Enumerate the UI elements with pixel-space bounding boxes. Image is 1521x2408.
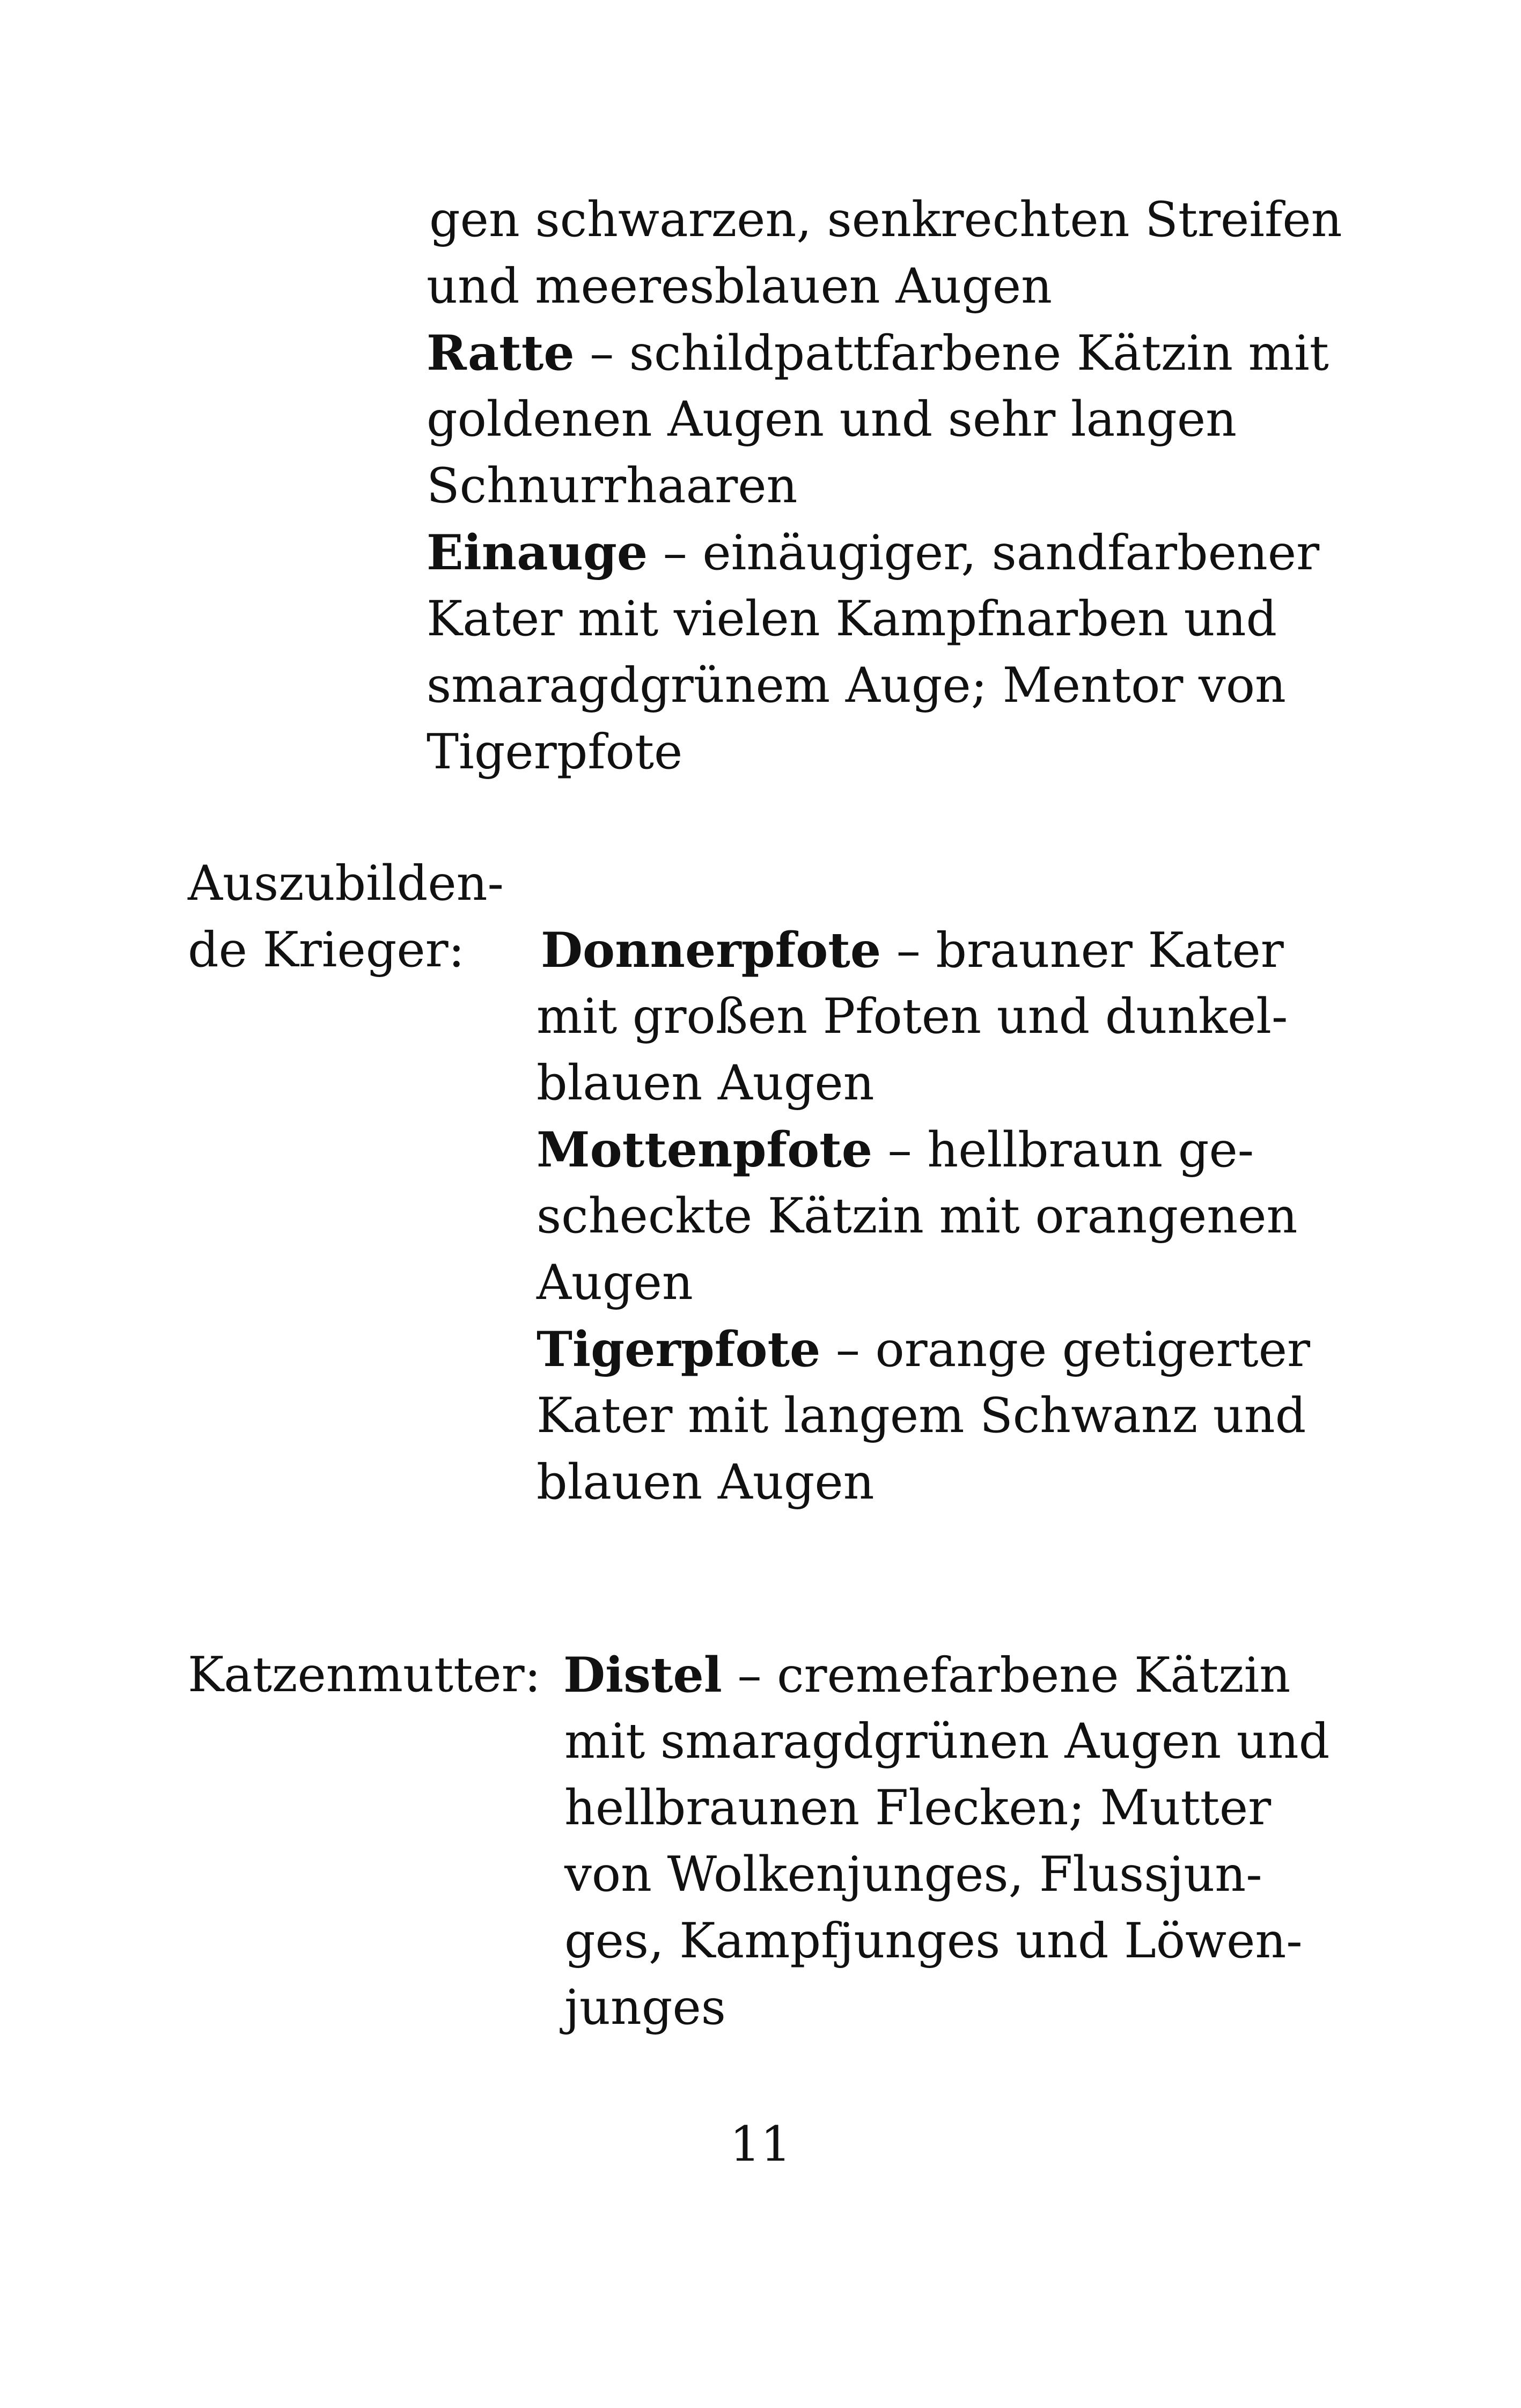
text-line: von Wolkenjunges, Flussjun-: [564, 1846, 1262, 1903]
text-line: und meeresblauen Augen: [427, 258, 1053, 314]
text-line: hellbraunen Flecken; Mutter: [564, 1780, 1272, 1836]
text-line: mit großen Pfoten und dunkel-: [537, 988, 1288, 1045]
text-line: blauen Augen: [537, 1055, 875, 1111]
text-line: mit smaragdgrünen Augen und: [564, 1713, 1330, 1770]
entry-einauge-line: Einauge – einäugiger, sandfarbener: [427, 524, 1320, 581]
text-line: blauen Augen: [537, 1454, 875, 1510]
section-label: Auszubilden-: [188, 855, 504, 912]
cat-name: Einauge: [427, 524, 648, 581]
entry-ratte-line: Ratte – schildpattfarbene Kätzin mit: [427, 325, 1329, 381]
page-number: 11: [730, 2116, 791, 2172]
section-label: Katzenmutter:: [188, 1647, 541, 1703]
text-line: goldenen Augen und sehr langen: [427, 391, 1237, 447]
text-line: Kater mit langem Schwanz und: [537, 1387, 1306, 1444]
cat-name: Ratte: [427, 325, 575, 381]
text-line: smaragdgrünem Auge; Mentor von: [427, 657, 1286, 714]
text-line: gen schwarzen, senkrechten Streifen: [429, 192, 1342, 248]
text-line: Augen: [537, 1254, 693, 1311]
text-line: Schnurrhaaren: [427, 458, 798, 514]
text-line: scheckte Kätzin mit orangenen: [537, 1188, 1298, 1244]
cat-name: Mottenpfote: [537, 1121, 873, 1178]
text-line: Kater mit vielen Kampfnarben und: [427, 591, 1277, 647]
text-line: junges: [564, 1979, 726, 2036]
text-line: Tigerpfote: [427, 724, 683, 780]
section-label: de Krieger:: [188, 922, 465, 978]
entry-tigerpfote-line: Tigerpfote – orange getigerter: [537, 1321, 1310, 1378]
entry-mottenpfote-line: Mottenpfote – hellbraun ge-: [537, 1121, 1254, 1178]
cat-name: Donnerpfote: [541, 922, 881, 979]
text-line: ges, Kampfjunges und Löwen-: [564, 1913, 1303, 1969]
cat-name: Tigerpfote: [537, 1321, 821, 1378]
entry-distel-line: Distel – cremefarbene Kätzin: [563, 1647, 1291, 1704]
cat-name: Distel: [563, 1647, 722, 1704]
entry-donnerpfote-line: Donnerpfote – brauner Kater: [541, 922, 1284, 979]
